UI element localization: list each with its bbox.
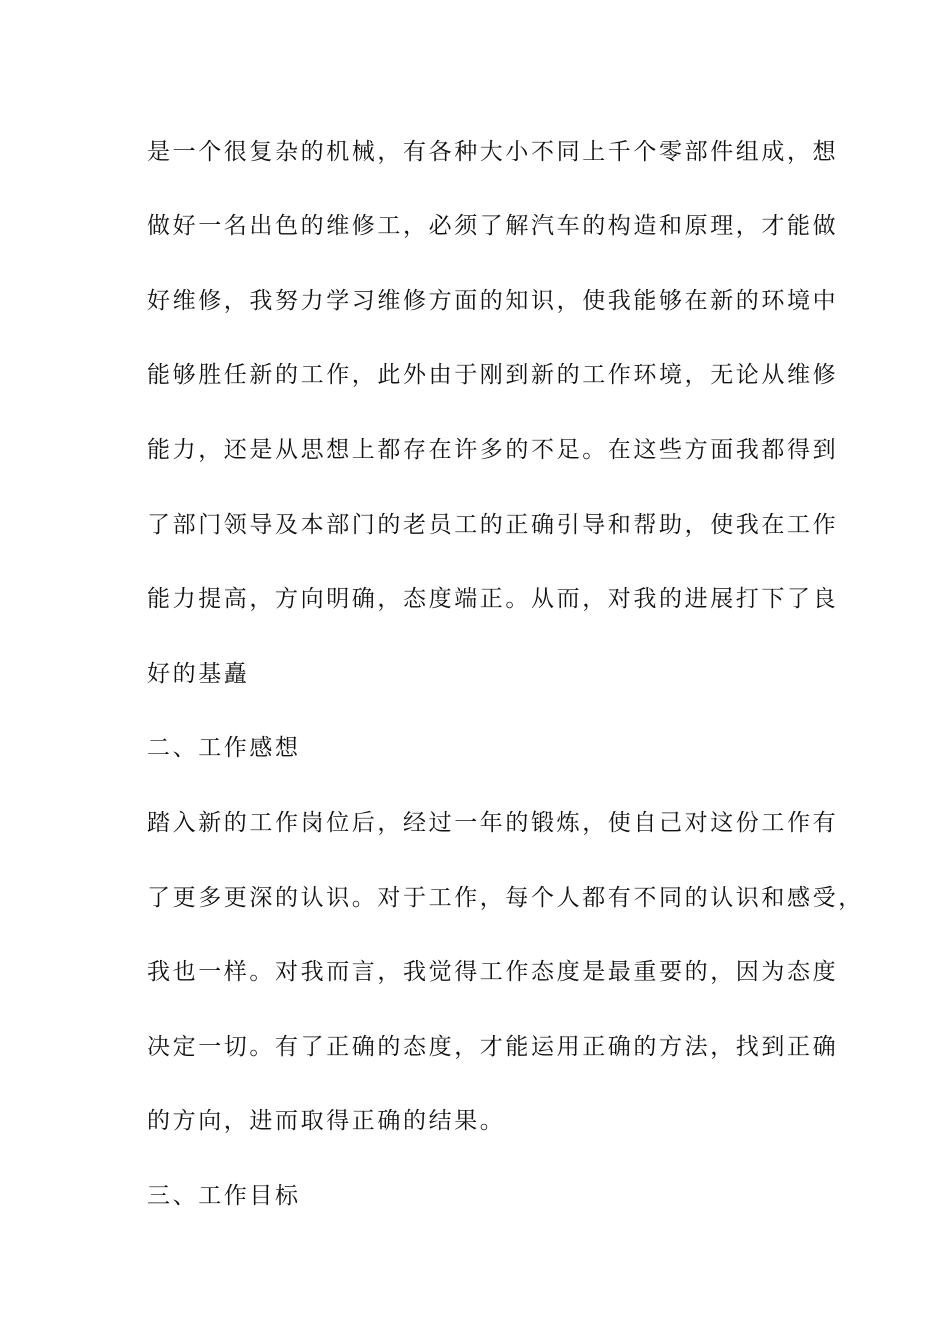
paragraph-line: 了更多更深的认识。对于工作，每个人都有不同的认识和感受，: [147, 885, 864, 911]
paragraph-line: 能够胜任新的工作，此外由于刚到新的工作环境，无论从维修: [147, 362, 839, 388]
paragraph-line: 我也一样。对我而言，我觉得工作态度是最重要的，因为态度: [147, 959, 839, 985]
paragraph-line: 踏入新的工作岗位后，经过一年的锻炼，使自己对这份工作有: [147, 810, 839, 836]
paragraph-line: 好的基矗: [147, 661, 250, 687]
section-heading: 三、工作目标: [147, 1183, 301, 1209]
section-heading: 二、工作感想: [147, 735, 301, 761]
paragraph-line: 能力，还是从思想上都存在许多的不足。在这些方面我都得到: [147, 437, 839, 463]
paragraph-line: 决定一切。有了正确的态度，才能运用正确的方法，找到正确: [147, 1034, 839, 1060]
paragraph-line: 了部门领导及本部门的老员工的正确引导和帮助，使我在工作: [147, 512, 839, 538]
paragraph-line: 做好一名出色的维修工，必须了解汽车的构造和原理，才能做: [147, 213, 839, 239]
paragraph-line: 能力提高，方向明确，态度端正。从而，对我的进展打下了良: [147, 586, 839, 612]
paragraph-line: 的方向，进而取得正确的结果。: [147, 1108, 506, 1134]
paragraph-line: 是一个很复杂的机械，有各种大小不同上千个零部件组成，想: [147, 139, 839, 165]
paragraph-line: 好维修，我努力学习维修方面的知识，使我能够在新的环境中: [147, 288, 839, 314]
